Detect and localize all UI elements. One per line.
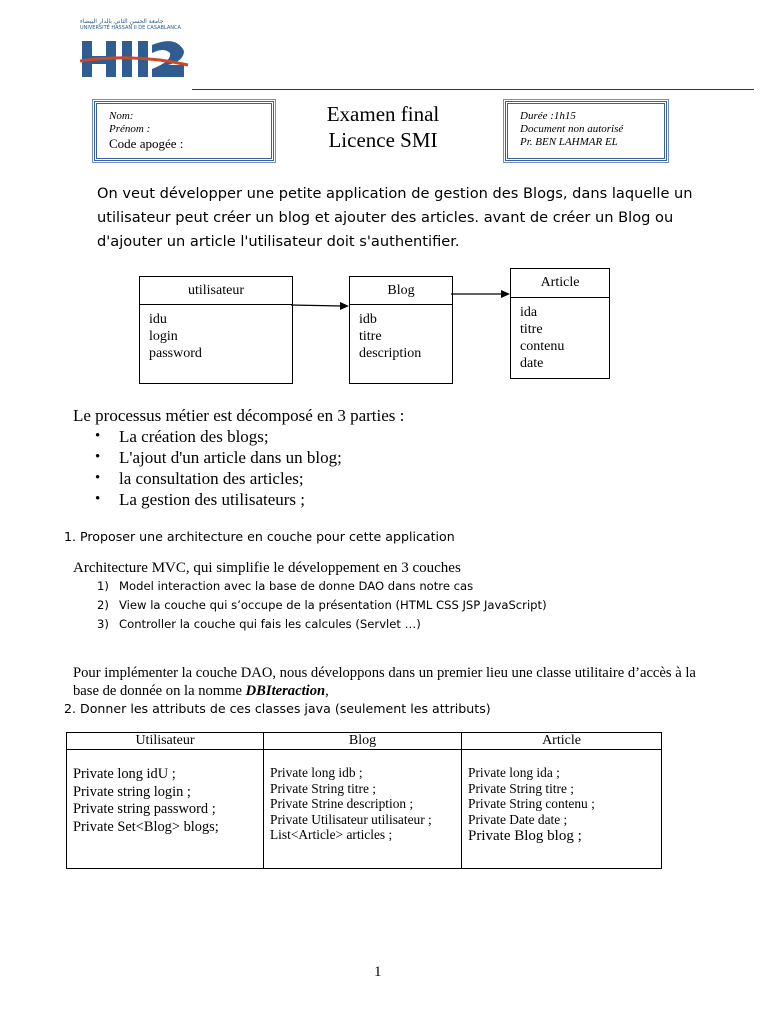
column-header: Article [462, 733, 662, 750]
attribute-line: Private Blog blog ; [468, 828, 582, 844]
question-1: 1. Proposer une architecture en couche pour cette application [64, 529, 455, 544]
duration-text: Durée :1h15 [520, 110, 576, 122]
attribute-line: Private String titre ; [270, 780, 376, 796]
attribute-line: Private Strine description ; [270, 796, 414, 811]
list-text: View la couche qui s’occupe de la présentation (HTML CSS JSP JavaScript) [119, 598, 547, 612]
uml-attribute: description [359, 346, 422, 361]
attribute-line: Private long idU ; [73, 766, 176, 782]
list-item [97, 596, 547, 615]
uml-class-title: utilisateur [140, 277, 292, 305]
process-intro: Le processus métier est décomposé en 3 parties : [73, 406, 405, 425]
mvc-intro: Architecture MVC, qui simplifie le développement en 3 couches [73, 560, 461, 576]
attribute-line: Private Date date ; [468, 811, 568, 827]
arrow-head-icon [501, 290, 510, 298]
nom-label: Nom: [109, 110, 134, 122]
uml-class-blog [349, 276, 453, 384]
column-header: Blog [264, 733, 462, 750]
attribute-line: Private long ida ; [468, 765, 560, 780]
attribute-line: Private string password ; [73, 801, 216, 817]
table-cell-blog [264, 750, 462, 869]
uml-attribute: ida [520, 305, 538, 320]
uml-class-title: Article [511, 269, 609, 298]
attributes-table [66, 732, 662, 869]
list-item [97, 577, 547, 596]
attribute-line: Private String titre ; [468, 780, 574, 796]
attribute-line: Private Utilisateur utilisateur ; [270, 811, 432, 827]
uml-attribute: contenu [520, 339, 565, 354]
table-row [67, 750, 662, 869]
attribute-line: List<Article> articles ; [270, 827, 393, 842]
uml-class-article [510, 268, 610, 379]
university-name-fr: UNIVERSITÉ HASSAN II DE CASABLANCA [80, 25, 181, 31]
uml-attribute: login [149, 329, 178, 344]
attribute-line: Private String contenu ; [468, 796, 595, 811]
list-item: • L'ajout d'un article dans un blog; [95, 447, 342, 468]
list-item: • La création des blogs; [95, 426, 342, 447]
uml-attribute: titre [520, 322, 543, 337]
university-name-arabic: جامعة الحسن الثاني بالدار البيضاء [80, 18, 164, 25]
uml-class-title: Blog [350, 277, 452, 305]
table-cell-article [462, 750, 662, 869]
list-item: • La gestion des utilisateurs ; [95, 489, 342, 510]
page-number: 1 [374, 964, 382, 980]
attribute-line: Private string login ; [73, 783, 191, 800]
table-header-row [67, 733, 662, 750]
mvc-list [97, 577, 547, 634]
dao-text-end: , [325, 683, 329, 699]
uml-class-utilisateur [139, 276, 293, 384]
column-header: Utilisateur [67, 733, 264, 750]
exam-title-line2: Licence SMI [328, 128, 438, 152]
attribute-line: Private long idb ; [270, 765, 363, 780]
header-rule [192, 89, 754, 90]
uml-attribute: idb [359, 312, 377, 327]
university-logo [80, 18, 192, 90]
dao-class-name: DBIteraction [245, 683, 326, 699]
exam-title [290, 101, 476, 153]
uml-attribute: password [149, 346, 202, 361]
list-item: • la consultation des articles; [95, 468, 342, 489]
uml-attribute: titre [359, 329, 382, 344]
student-id-box [94, 101, 274, 161]
exam-info-box [505, 101, 667, 161]
list-number: 3) [97, 617, 109, 631]
question-2: 2. Donner les attributs de ces classes java (seulement les attributs) [64, 701, 491, 716]
uml-attribute: idu [149, 312, 167, 327]
prenom-label: Prénom : [109, 123, 151, 135]
list-text: Controller la couche qui fais les calcules (Servlet …) [119, 617, 421, 631]
list-number: 1) [97, 579, 109, 593]
attribute-line: Private Set<Blog> blogs; [73, 818, 219, 835]
arrow-head-icon [340, 302, 349, 310]
code-apogee-label: Code apogée : [109, 136, 184, 151]
table-cell-utilisateur [67, 750, 264, 869]
list-item [97, 615, 547, 634]
professor-text: Pr. BEN LAHMAR EL [520, 136, 618, 148]
process-list [95, 426, 342, 510]
exam-title-line1: Examen final [326, 102, 440, 126]
dao-text: Pour implémenter la couche DAO, nous développons dans un premier lieu une classe utilitaire d’accès à la base de donnée on la nomme [73, 665, 696, 699]
uml-attribute: date [520, 356, 544, 371]
document-policy-text: Document non autorisé [520, 123, 624, 135]
intro-paragraph: On veut développer une petite application de gestion des Blogs, dans laquelle un utilisateur peut créer un blog et ajouter des articles. avant de créer un Blog ou d'ajouter un article l'utilisateur doit s'authentifier. [97, 185, 693, 250]
list-number: 2) [97, 598, 109, 612]
uh2-logo-mark-icon [80, 31, 192, 89]
dao-paragraph [73, 664, 713, 700]
list-text: Model interaction avec la base de donne DAO dans notre cas [119, 579, 474, 593]
arrow-user-to-blog [291, 305, 342, 306]
